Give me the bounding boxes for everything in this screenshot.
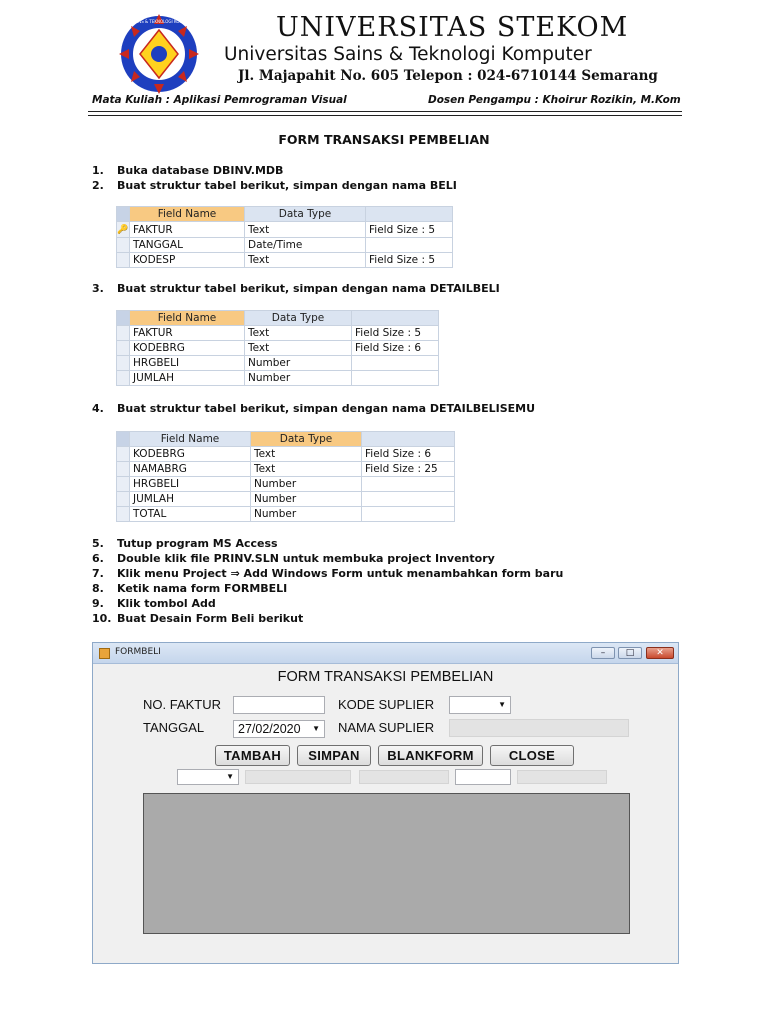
col-description: [366, 207, 453, 222]
window-title: FORMBELI: [115, 647, 161, 657]
table-corner: [117, 311, 130, 326]
table-corner: [117, 207, 130, 222]
label-no-faktur: NO. FAKTUR: [143, 697, 222, 712]
chevron-down-icon: ▼: [498, 700, 506, 709]
university-address: Jl. Majapahit No. 605 Telepon : 024-6710144 Semarang: [238, 68, 658, 84]
table-row: NAMABRG Text Field Size : 25: [117, 462, 455, 477]
university-name: UNIVERSITAS STEKOM: [276, 12, 629, 43]
tanggal-value: 27/02/2020: [238, 722, 301, 736]
form-heading: FORM TRANSAKSI PEMBELIAN: [277, 669, 494, 685]
col-description: [362, 432, 455, 447]
table-row: KODEBRG Text Field Size : 6: [117, 341, 439, 356]
tambah-button[interactable]: TAMBAH: [215, 745, 290, 766]
blankform-button[interactable]: BLANKFORM: [378, 745, 483, 766]
col-description: [352, 311, 439, 326]
col-data-type: Data Type: [245, 207, 366, 222]
simpan-button[interactable]: SIMPAN: [297, 745, 371, 766]
kode-suplier-combo[interactable]: [449, 696, 511, 714]
faktur-input[interactable]: [233, 696, 325, 714]
formbeli-window: [92, 642, 679, 964]
window-titlebar[interactable]: [93, 643, 678, 664]
table-row: HRGBELI Number: [117, 356, 439, 371]
nama-suplier-field: [449, 719, 629, 737]
table-row: KODESP Text Field Size : 5: [117, 253, 453, 268]
header-divider-thin: [88, 115, 682, 116]
col-data-type: Data Type: [245, 311, 352, 326]
table-row: JUMLAH Number: [117, 371, 439, 386]
maximize-button[interactable]: □: [618, 647, 642, 659]
lecturer-name: Dosen Pengampu : Khoirur Rozikin, M.Kom: [428, 94, 681, 106]
close-button[interactable]: CLOSE: [490, 745, 574, 766]
table-detailbeli-structure: [116, 310, 439, 386]
university-subtitle: Universitas Sains & Teknologi Komputer: [224, 44, 592, 65]
table-row: JUMLAH Number: [117, 492, 455, 507]
table-corner: [117, 432, 130, 447]
col-field-name: Field Name: [130, 207, 245, 222]
svg-text:UNIVERSITAS SAINS & TEKNOLOGI: UNIVERSITAS SAINS & TEKNOLOGI KOMPUTER STEKOM: [104, 19, 214, 24]
minimize-button[interactable]: –: [591, 647, 615, 659]
table-beli-structure: [116, 206, 453, 268]
university-logo: [104, 14, 214, 94]
table-detailbelisemu-structure: [116, 431, 455, 522]
total-field: [517, 770, 607, 784]
label-kode-suplier: KODE SUPLIER: [338, 697, 435, 712]
header-divider: [88, 111, 682, 112]
data-grid[interactable]: [143, 793, 630, 934]
document-title: FORM TRANSAKSI PEMBELIAN: [278, 132, 490, 147]
table-row: TOTAL Number: [117, 507, 455, 522]
table-row: HRGBELI Number: [117, 477, 455, 492]
table-row: FAKTUR Text Field Size : 5: [117, 326, 439, 341]
window-close-button[interactable]: ✕: [646, 647, 674, 659]
label-tanggal: TANGGAL: [143, 720, 205, 735]
jumlah-input[interactable]: [455, 769, 511, 785]
harga-beli-field: [359, 770, 449, 784]
table-row: 🔑 FAKTUR Text Field Size : 5: [117, 222, 453, 238]
tanggal-datepicker[interactable]: [233, 720, 325, 738]
col-field-name: Field Name: [130, 432, 251, 447]
table-row: KODEBRG Text Field Size : 6: [117, 447, 455, 462]
course-name: Mata Kuliah : Aplikasi Pemrograman Visual: [92, 94, 347, 106]
table-row: TANGGAL Date/Time: [117, 238, 453, 253]
chevron-down-icon: ▼: [312, 724, 320, 733]
primary-key-icon: 🔑: [117, 225, 129, 235]
col-data-type: Data Type: [251, 432, 362, 447]
kode-barang-combo[interactable]: [177, 769, 239, 785]
col-field-name: Field Name: [130, 311, 245, 326]
nama-barang-field: [245, 770, 351, 784]
chevron-down-icon: ▼: [226, 772, 234, 781]
form-icon: [99, 648, 110, 659]
label-nama-suplier: NAMA SUPLIER: [338, 720, 435, 735]
